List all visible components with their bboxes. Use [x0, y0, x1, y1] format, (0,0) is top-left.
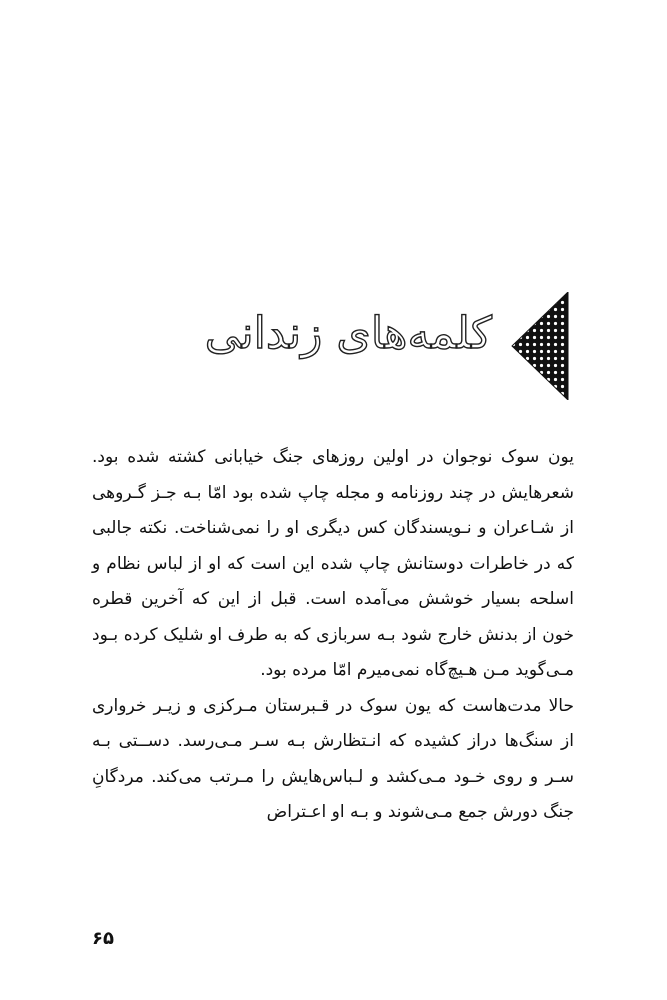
paragraph: حالا مدت‌هاست که یون سوک در قـبرستان مـرکزی و زیـر خرواری از سنگ‌ها دراز کشیده که انـتظارش بـه سـر مـی‌رسد. دســتی بـه سـر و روی خـود مـی‌کشد و لـباس‌هایش را مـرتب می‌کند. مردگانِ جنگ دورش جمع مـی‌شوند و بـه او اعـتراض — [92, 695, 574, 822]
chapter-header — [204, 292, 570, 400]
page-number: ۶۵ — [92, 928, 114, 949]
chapter-body — [92, 440, 574, 831]
chapter-title: کلمه‌های زندانی — [204, 308, 492, 359]
triangle-ornament-icon — [510, 292, 570, 400]
paragraph: یون سوک نوجوان در اولین روزهای جنگ خیابانی کشته شده بود. شعرهایش در چند روزنامه و مجله چاپ شده بود امّا بـه جـز گـروهی از شـاعران و نـویسندگان کس دیگری او را نمی‌شناخت. نکته جالبی که در خاطرات دوستانش چاپ شده این است که او از لباس نظام و اسلحه بسیار خوشش می‌آمده است. قبل از این که آخرین قطره خون از بدنش خارج شود بـه سربازی که به طرف او شلیک کرده بـود مـی‌گوید مـن هـیچ‌گاه نمی‌میرم امّا مرده بود. — [92, 447, 574, 680]
